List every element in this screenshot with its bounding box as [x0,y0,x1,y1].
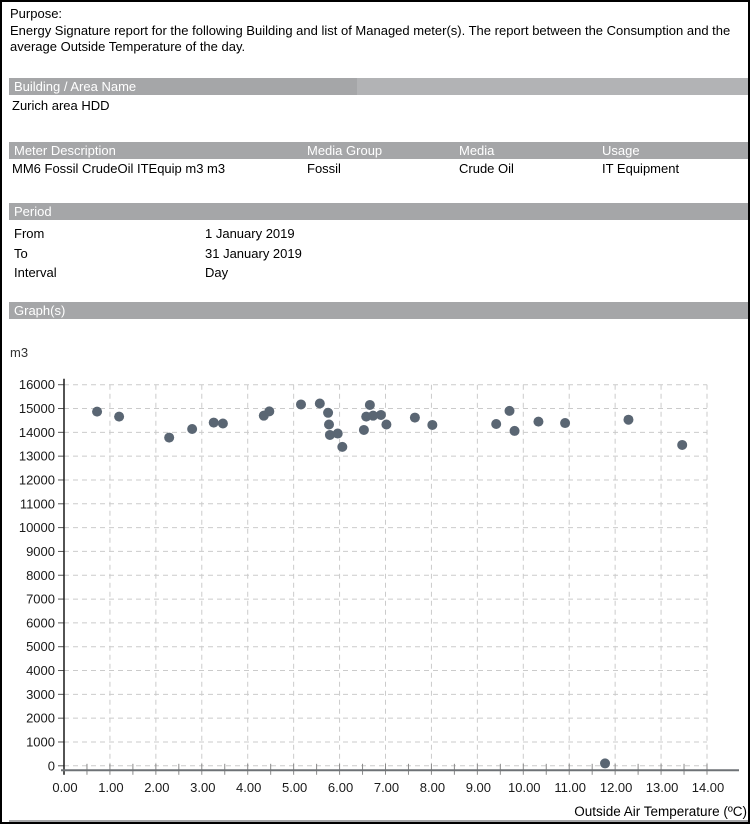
data-point [376,410,386,420]
data-point [333,429,343,439]
y-tick-label: 11000 [19,496,55,512]
period-row-to [14,246,714,262]
x-tick-label: 8.00 [419,779,446,795]
data-point [510,426,520,436]
data-point [381,419,391,429]
data-point [324,419,334,429]
period-from-value: 1 January 2019 [205,226,295,241]
y-tick-label: 10000 [18,520,55,536]
scatter-chart [2,362,750,822]
data-point [600,758,610,768]
y-tick-label: 5000 [26,639,55,655]
data-point [164,433,174,443]
x-tick-label: 11.00 [554,779,587,795]
building-section-header-spacer [357,78,749,95]
meter-description-value: MM6 Fossil CrudeOil ITEquip m3 m3 [12,161,226,176]
y-tick-label: 16000 [18,377,55,393]
purpose-text: Energy Signature report for the following Building and list of Managed meter(s). The report between the Consumption and the average Outside Temperature of the day. [10,23,731,54]
period-to-value: 31 January 2019 [205,246,302,261]
y-tick-label: 15000 [18,401,55,417]
period-interval-label: Interval [14,265,57,280]
y-tick-label: 0 [47,758,55,774]
meter-table-row [9,161,749,177]
data-point [505,406,515,416]
period-section-header: Period [9,203,749,220]
period-row-interval [14,265,714,281]
x-tick-label: 2.00 [144,779,170,795]
chart-y-unit-label: m3 [10,345,29,360]
meter-media-group-value: Fossil [307,161,341,176]
data-point [410,413,420,423]
data-point [323,408,333,418]
data-point [296,399,306,409]
period-from-label: From [14,226,45,241]
x-tick-label: 10.00 [508,779,541,795]
y-tick-label: 9000 [26,543,55,559]
y-tick-label: 13000 [18,448,55,464]
data-point [623,415,633,425]
building-name: Zurich area HDD [12,98,110,113]
x-tick-label: 5.00 [281,779,308,795]
period-interval-value: Day [205,265,229,280]
x-tick-label: 14.00 [691,779,725,795]
data-point [218,419,228,429]
x-tick-label: 13.00 [645,779,679,795]
data-point [209,418,219,428]
bottom-section-bar [9,820,749,824]
meter-table-header [9,142,749,159]
building-section-header [9,78,749,95]
x-axis-title: Outside Air Temperature (ºC) [574,804,747,819]
meter-header-media: Media [459,143,495,158]
x-tick-label: 12.00 [599,779,633,795]
meter-usage-value: IT Equipment [602,161,680,176]
building-section-header-label: Building / Area Name [9,78,357,95]
period-to-label: To [14,246,28,261]
y-tick-label: 4000 [26,663,55,679]
data-point [264,406,274,416]
y-tick-label: 3000 [26,686,55,702]
y-tick-label: 7000 [26,591,55,607]
x-tick-label: 4.00 [236,779,262,795]
data-point [677,440,687,450]
y-tick-label: 14000 [18,424,55,440]
meter-media-value: Crude Oil [459,161,514,176]
data-point [533,417,543,427]
meter-header-description: Meter Description [14,143,116,158]
energy-signature-chart [2,362,750,822]
data-point [114,412,124,422]
data-point [337,442,347,452]
y-tick-label: 2000 [26,710,55,726]
data-point [560,418,570,428]
y-tick-label: 12000 [18,472,55,488]
data-point [359,425,369,435]
y-tick-label: 1000 [26,734,55,750]
x-tick-label: 0.00 [52,779,78,795]
y-tick-label: 8000 [26,567,55,583]
x-tick-label: 6.00 [327,779,354,795]
meter-header-media-group: Media Group [307,143,383,158]
data-point [365,400,375,410]
graphs-section-header: Graph(s) [9,302,749,319]
data-point [187,424,197,434]
x-tick-label: 1.00 [98,779,124,795]
x-tick-label: 9.00 [465,779,492,795]
data-point [92,407,102,417]
data-point [315,399,325,409]
meter-header-usage: Usage [602,143,640,158]
x-tick-label: 7.00 [373,779,400,795]
purpose-label: Purpose: [10,6,63,21]
x-tick-label: 3.00 [190,779,216,795]
data-point [427,420,437,430]
period-row-from [14,226,714,242]
data-point [491,419,501,429]
y-tick-label: 6000 [26,615,55,631]
